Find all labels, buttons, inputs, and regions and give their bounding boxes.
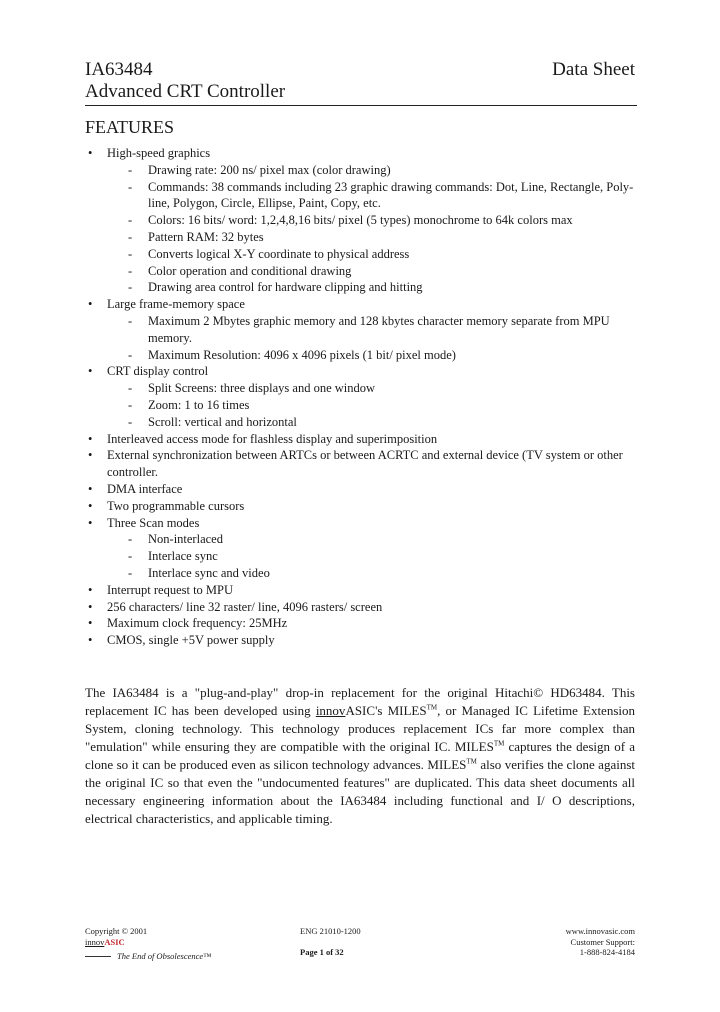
dash-icon: - bbox=[128, 565, 133, 580]
dash-icon: - bbox=[128, 246, 133, 261]
bullet-icon: • bbox=[88, 448, 93, 463]
support-phone: 1-888-824-4184 bbox=[579, 947, 635, 957]
logo-asic: ASIC bbox=[104, 936, 125, 947]
feature-subitem bbox=[85, 229, 645, 246]
feature-item bbox=[85, 615, 645, 632]
feature-subitem bbox=[85, 162, 645, 179]
feature-text: CMOS, single +5V power supply bbox=[107, 633, 275, 648]
feature-subitem-text: Drawing rate: 200 ns/ pixel max (color drawing) bbox=[148, 162, 391, 177]
feature-subitem-text: Colors: 16 bits/ word: 1,2,4,8,16 bits/ pixel (5 types) monochrome to 64k colors max bbox=[148, 213, 573, 228]
tagline-rule bbox=[85, 956, 111, 957]
feature-text: Three Scan modes bbox=[107, 515, 200, 530]
feature-item bbox=[85, 632, 645, 649]
dash-icon: - bbox=[128, 263, 133, 278]
website-link[interactable]: www.innovasic.com bbox=[565, 926, 635, 936]
feature-subitem bbox=[85, 397, 645, 414]
feature-item bbox=[85, 599, 645, 616]
dash-icon: - bbox=[128, 313, 133, 328]
feature-subitem-text: Converts logical X-Y coordinate to physical address bbox=[148, 246, 410, 261]
bullet-icon: • bbox=[88, 515, 93, 530]
feature-subitem-text: Interlace sync and video bbox=[148, 565, 270, 580]
feature-text: CRT display control bbox=[107, 364, 209, 379]
feature-subitem bbox=[85, 313, 645, 347]
feature-subitem-text: Scroll: vertical and horizontal bbox=[148, 414, 297, 429]
features-list bbox=[85, 145, 645, 649]
dash-icon: - bbox=[128, 213, 133, 228]
dash-icon: - bbox=[128, 162, 133, 177]
copyright: Copyright © 2001 bbox=[85, 926, 148, 936]
feature-subitem-text: Maximum 2 Mbytes graphic memory and 128 kbytes character memory separate from MPU memory. bbox=[148, 313, 610, 345]
feature-subitem-text: Maximum Resolution: 4096 x 4096 pixels (1 bit/ pixel mode) bbox=[148, 347, 456, 362]
feature-subitem-text: Interlace sync bbox=[148, 549, 218, 564]
dash-icon: - bbox=[128, 397, 133, 412]
bullet-icon: • bbox=[88, 633, 93, 648]
bullet-icon: • bbox=[88, 582, 93, 597]
company-logo bbox=[85, 937, 212, 948]
doc-type: Data Sheet bbox=[552, 59, 635, 80]
footer-middle bbox=[300, 926, 361, 958]
feature-text: Interrupt request to MPU bbox=[107, 582, 234, 597]
feature-subitem bbox=[85, 347, 645, 364]
dash-icon: - bbox=[128, 229, 133, 244]
trademark-3: TM bbox=[466, 757, 477, 766]
feature-item bbox=[85, 447, 645, 481]
feature-subitem bbox=[85, 548, 645, 565]
feature-text: Interleaved access mode for flashless display and superimposition bbox=[107, 431, 438, 446]
feature-item bbox=[85, 363, 645, 380]
header-title-block bbox=[85, 59, 285, 103]
dash-icon: - bbox=[128, 414, 133, 429]
feature-subitem bbox=[85, 212, 645, 229]
feature-subitem bbox=[85, 565, 645, 582]
feature-subitem-text: Split Screens: three displays and one window bbox=[148, 381, 376, 396]
feature-subitem bbox=[85, 531, 645, 548]
tagline-row bbox=[85, 951, 212, 962]
feature-subitem bbox=[85, 179, 645, 213]
footer-left bbox=[85, 926, 212, 962]
feature-subitem-text: Pattern RAM: 32 bytes bbox=[148, 229, 264, 244]
feature-text: Large frame-memory space bbox=[107, 297, 245, 312]
bullet-icon: • bbox=[88, 297, 93, 312]
feature-item bbox=[85, 582, 645, 599]
intro-text-4: captures the design of a clone so it can be produced even as silicon technology advances. MILES bbox=[85, 739, 635, 772]
trademark-2: TM bbox=[493, 739, 505, 748]
dash-icon: - bbox=[128, 381, 133, 396]
feature-subitem-text: Color operation and conditional drawing bbox=[148, 263, 352, 278]
bullet-icon: • bbox=[88, 481, 93, 496]
feature-text: 256 characters/ line 32 raster/ line, 4096 rasters/ screen bbox=[107, 599, 383, 614]
feature-text: Two programmable cursors bbox=[107, 498, 245, 513]
dash-icon: - bbox=[128, 179, 133, 194]
feature-text: High-speed graphics bbox=[107, 146, 211, 160]
bullet-icon: • bbox=[88, 364, 93, 379]
feature-item bbox=[85, 481, 645, 498]
feature-text: External synchronization between ARTCs or between ACRTC and external device (TV system or other controller. bbox=[107, 448, 623, 480]
bullet-icon: • bbox=[88, 616, 93, 631]
features-heading: FEATURES bbox=[85, 117, 175, 137]
feature-item bbox=[85, 431, 645, 448]
intro-paragraph bbox=[85, 684, 635, 828]
feature-text: Maximum clock frequency: 25MHz bbox=[107, 616, 288, 631]
feature-subitem-text: Non-interlaced bbox=[148, 532, 223, 547]
bullet-icon: • bbox=[88, 498, 93, 513]
part-number: IA63484 bbox=[85, 59, 153, 80]
header-divider bbox=[85, 105, 637, 106]
footer-right bbox=[566, 926, 635, 958]
doc-title: Advanced CRT Controller bbox=[85, 81, 286, 102]
bullet-icon: • bbox=[88, 146, 93, 160]
feature-text: DMA interface bbox=[107, 481, 183, 496]
feature-item bbox=[85, 515, 645, 532]
bullet-icon: • bbox=[88, 431, 93, 446]
trademark-1: TM bbox=[426, 703, 438, 712]
intro-text-2: 's MILES bbox=[375, 703, 427, 718]
feature-subitem bbox=[85, 246, 645, 263]
logo-innov: innov bbox=[85, 936, 105, 947]
feature-subitem bbox=[85, 263, 645, 280]
page-number: Page 1 of 32 bbox=[300, 947, 344, 957]
feature-subitem-text: Zoom: 1 to 16 times bbox=[148, 397, 250, 412]
asic-word: ASIC bbox=[345, 703, 376, 718]
feature-subitem-text: Commands: 38 commands including 23 graphic drawing commands: Dot, Line, Rectangle, Poly-line, Polygon, Circle, Ellipse, Paint, Copy, etc. bbox=[148, 179, 634, 211]
intro-text-3: , or Managed IC Lifetime Extension System, cloning technology. This technology produces replacement ICs far more complex than "emulation" while ensuring they are compatible with the original IC. MILES bbox=[85, 703, 635, 754]
bullet-icon: • bbox=[88, 599, 93, 614]
feature-subitem-text: Drawing area control for hardware clipping and hitting bbox=[148, 280, 423, 295]
feature-item bbox=[85, 145, 645, 162]
innov-word: innov bbox=[315, 703, 346, 718]
dash-icon: - bbox=[128, 280, 133, 295]
support-label: Customer Support: bbox=[570, 936, 635, 947]
dash-icon: - bbox=[128, 532, 133, 547]
intro-text-1: The IA63484 is a "plug-and-play" drop-in replacement for the original Hitachi© HD63484. This replacement IC has been developed using bbox=[85, 685, 635, 718]
dash-icon: - bbox=[128, 549, 133, 564]
feature-subitem bbox=[85, 414, 645, 431]
eng-number: ENG 21010-1200 bbox=[300, 926, 361, 936]
feature-item bbox=[85, 296, 645, 313]
dash-icon: - bbox=[128, 347, 133, 362]
tagline: The End of Obsolescence™ bbox=[117, 951, 212, 961]
feature-subitem bbox=[85, 380, 645, 397]
intro-text-5: also verifies the clone against the original IC so that even the "undocumented features" are duplicated. This data sheet documents all necessary engineering information about the IA63484 including functional and I/ O descriptions, electrical characteristics, and applicable timing. bbox=[85, 757, 635, 826]
feature-item bbox=[85, 498, 645, 515]
feature-subitem bbox=[85, 279, 645, 296]
